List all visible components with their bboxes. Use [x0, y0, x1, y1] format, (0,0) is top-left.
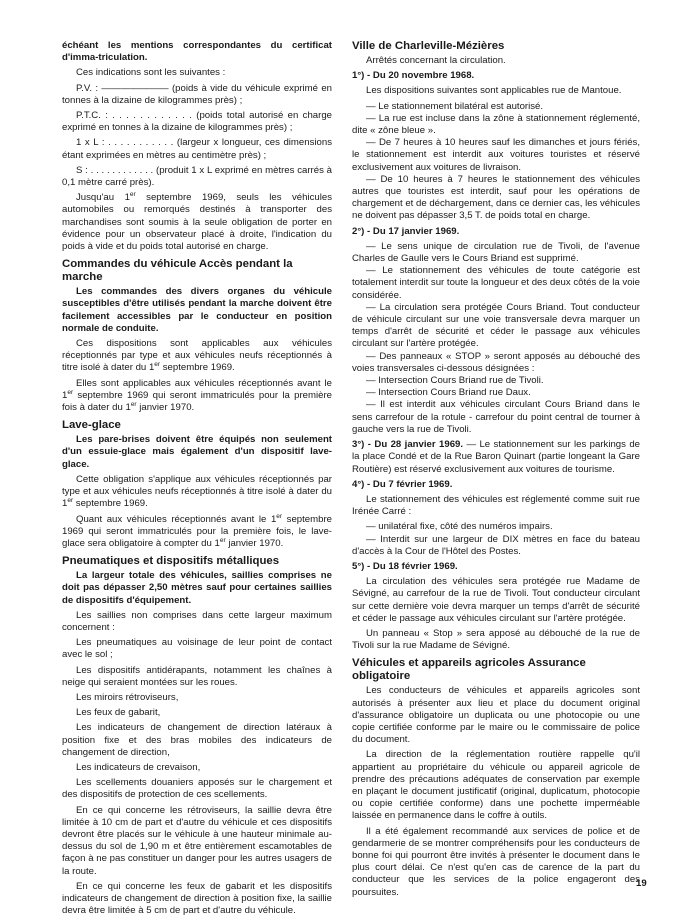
paragraph: S : . . . . . . . . . . . . (produit 1 x L exprimé en mètres carrés à 0,1 mètre carré près).: [62, 164, 332, 189]
paragraph: Les dispositifs antidérapants, notamment les chaînes à neige qui seraient montées sur les roues.: [62, 664, 332, 688]
decree-list: [352, 241, 640, 436]
paragraph: 1 x L : . . . . . . . . . . . (largeur x longueur, ces dimensions étant exprimées en mètres au centimètre près) ;: [62, 137, 332, 161]
decree-list: [352, 521, 640, 558]
paragraph: Les saillies non comprises dans cette largeur maximum concernent :: [62, 609, 332, 633]
paragraph: Jusqu'au 1er septembre 1969, seuls les véhicules automobiles ou remorqués destinés à transporter des marchandises sont soumis à la seule obligation de porter en évidence pour un observateur placé à droite, l'indication du poids à vide et du poids total autorisé en charge.: [62, 191, 332, 253]
decree-date-heading: 1°) - Du 20 novembre 1968.: [352, 70, 475, 82]
list-item: — Il est interdit aux véhicules circulant Cours Briand dans le sens carrefour de la rotule - carrefour du point central de tourner à gauche vers la rue de Tivoli.: [352, 399, 640, 435]
right-column: [352, 40, 640, 902]
decree-text: — Le stationnement sur les parkings de la place Condé et de la Rue Baron Quinart (partie longeant la Gare Routière) est réservé exclusivement aux voitures de tourisme.: [352, 439, 641, 475]
paragraph: Les dispositions suivantes sont applicables rue de Mantoue.: [366, 85, 622, 97]
section-lead-bold: Les pare-brises doivent être équipés non seulement d'un essuie-glace mais également d'un dispositif lave-glace.: [62, 434, 332, 470]
page-number: 19: [636, 878, 647, 889]
list-item: — Le stationnement des véhicules de toute catégorie est totalement interdit sur toute la longueur et des deux côtés de la voie considérée.: [352, 265, 640, 301]
list-item: — Le sens unique de circulation rue de Tivoli, de l'avenue Charles de Gaulle vers le Cours Briand est supprimé.: [352, 240, 640, 265]
section-heading-commandes: Commandes du véhicule Accès pendant la marche: [62, 258, 293, 284]
paragraph: Les feux de gabarit,: [76, 707, 161, 719]
paragraph: Les scellements douaniers apposés sur le chargement et des dispositifs de protection de ces scellements.: [62, 777, 332, 801]
decree-list: [352, 101, 640, 223]
paragraph: En ce qui concerne les rétroviseurs, la saillie devra être limitée à 10 cm de part et d'autre du véhicule et ces dispositifs devront être placés sur le véhicule à une hauteur minimale au-dessus du sol de 1,90 m et être entièrement escamotables de façon à ne pas constituer un danger pour les autres usagers de la route.: [62, 804, 332, 877]
paragraph: Les pneumatiques au voisinage de leur point de contact avec le sol ;: [62, 637, 332, 661]
section-heading-lave-glace: Lave-glace: [62, 419, 121, 432]
paragraph: La direction de la réglementation routière rappelle qu'il appartient au propriétaire du véhicule ou appareil agricole de prendre des précautions adéquates de conservation par exemple en plaçant le document justificatif (original, duplicatum, photocopie ou copie certifiée conforme) dans une pochette imperméable laissée en permanence dans le coffre à outils.: [352, 749, 640, 822]
paragraph: Les indicateurs de crevaison,: [76, 761, 201, 773]
paragraph: La circulation des véhicules sera protégée rue Madame de Sévigné, au carrefour de la rue de Tivoli. Tout conducteur circulant sur cette dernière voie devra marquer un temps d'arrêt de sécurité et céder le passage aux véhicules circulant sur l'artère protégée.: [352, 576, 640, 624]
left-column: [62, 40, 332, 920]
paragraph: Les indicateurs de changement de direction latéraux à position fixe et des bras mobiles des indicateurs de changement de direction,: [62, 722, 332, 758]
decree-date-heading: 4°) - Du 7 février 1969.: [352, 478, 453, 490]
list-item: — unilatéral fixe, côté des numéros impairs.: [366, 521, 553, 533]
decree-inline: [352, 439, 640, 476]
list-item: — De 7 heures à 10 heures sauf les dimanches et jours fériés, le stationnement est interdit aux voitures touristes et réservé exclusivement aux voitures de livraison.: [352, 137, 640, 173]
paragraph: P.T.C. : . . . . . . . . . . . . (poids total autorisé en charge exprimé en tonnes à la dizaine de kilogrammes près) ;: [62, 110, 332, 134]
list-item: — La circulation sera protégée Cours Briand. Tout conducteur de véhicule circulant sur une voie transversale devra marquer un temps d'arrêt de sécurité et céder le passage aux véhicules circulant sur l'artère protégée.: [352, 301, 640, 350]
decree-date-heading: 2°) - Du 17 janvier 1969.: [352, 225, 460, 237]
decree-date-heading: 5°) - Du 18 février 1969.: [352, 560, 458, 572]
list-item: — Le stationnement bilatéral est autorisé.: [366, 100, 544, 112]
paragraph: En ce qui concerne les feux de gabarit et les dispositifs indicateurs de changement de direction à position fixe, la saillie devra être limitée à 5 cm de part et d'autre du véhicule.: [62, 880, 332, 917]
section-heading-agricoles: Véhicules et appareils agricoles Assurance obligatoire: [352, 657, 586, 683]
list-item: — De 10 heures à 7 heures le stationnement des véhicules autres que touristes est interdit, sauf pour les opérations de chargement et de déchargement, dans ce dernier cas, les véhicules ne doivent pas dépasser 3,5 T. de poids total en charge.: [352, 173, 640, 222]
paragraph: Les conducteurs de véhicules et appareils agricoles sont autorisés à présenter aux lieu et place du document original d'assurance obligatoire un duplicata ou une photocopie ou une copie certifiée conforme par le maire ou le commissaire de police du document.: [352, 685, 640, 746]
intro-bold-text: échéant les mentions correspondantes du certificat d'imma-triculation.: [62, 40, 332, 64]
paragraph: Elles sont applicables aux véhicules réceptionnés avant le 1er septembre 1969 qui seront immatriculés pour la première fois à dater du 1er janvier 1970.: [62, 377, 332, 414]
list-item: — La rue est incluse dans la zône à stationnement réglementé, dite « zône bleue ».: [352, 112, 640, 137]
paragraph: Cette obligation s'applique aux véhicules réceptionnés par type et aux véhicules neufs réceptionnés à titre isolé à dater du 1er septembre 1969.: [62, 473, 332, 510]
paragraph: Un panneau « Stop » sera apposé au débouché de la rue de Tivoli sur la rue Madame de Sévigné.: [352, 627, 640, 652]
list-item: — Des panneaux « STOP » seront apposés au débouché des voies transversales ci-dessous désignées :: [352, 350, 640, 374]
paragraph: Il a été également recommandé aux services de police et de gendarmerie de se montrer compréhensifs pour les conducteurs de bonne foi qui pourront être invités à présenter le document dans le plus court délai. Ce n'est qu'en cas de carence de la part du conducteur que les services de la police engageront des poursuites.: [352, 825, 640, 898]
paragraph: Quant aux véhicules réceptionnés avant le 1er septembre 1969 qui seront immatriculés pour la première fois, le lave-glace sera obligatoire à compter du 1er janvier 1970.: [62, 512, 332, 549]
section-lead-bold: La largeur totale des véhicules, saillies comprises ne doit pas dépasser 2,50 mètres sauf pour certaines saillies de dispositifs d'équipement.: [62, 570, 332, 606]
paragraph: Ces indications sont les suivantes :: [76, 67, 226, 79]
paragraph: Le stationnement des véhicules est réglementé comme suit rue Irénée Carré :: [352, 493, 640, 518]
list-item: — Intersection Cours Briand rue de Tivoli.: [366, 375, 544, 387]
paragraph: Ces dispositions sont applicables aux véhicules réceptionnés par type et aux véhicules neufs réceptionnés à titre isolé à dater du 1er septembre 1969.: [62, 338, 332, 374]
list-item: — Intersection Cours Briand rue Daux.: [366, 387, 531, 399]
decree-date-heading: 3°) - Du 28 janvier 1969.: [352, 439, 464, 451]
paragraph: Arrêtés concernant la circulation.: [366, 55, 506, 66]
section-heading-charleville: Ville de Charleville-Mézières: [352, 40, 505, 52]
section-heading-pneumatiques: Pneumatiques et dispositifs métalliques: [62, 555, 280, 568]
paragraph: P.V. : ——————— (poids à vide du véhicule exprimé en tonnes à la dizaine de kilogrammes près) ;: [62, 82, 332, 106]
section-lead-bold: Les commandes des divers organes du véhicule susceptibles d'être utilisés pendant la marche doivent être facilement accessibles par le conducteur en position normale de conduite.: [62, 286, 332, 334]
list-item: — Interdit sur une largeur de DIX mètres en face du bateau d'accès à la Cour de l'Hôtel des Postes.: [352, 533, 640, 557]
paragraph: Les miroirs rétroviseurs,: [76, 691, 179, 703]
